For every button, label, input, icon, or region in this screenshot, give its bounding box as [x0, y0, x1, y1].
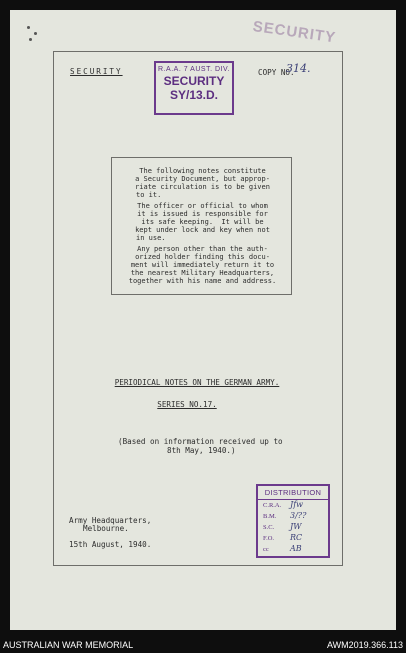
- distribution-stamp: [256, 484, 330, 558]
- copy-no-label: COPY NO.: [258, 68, 295, 77]
- notice-line: to it.: [136, 191, 162, 199]
- distribution-heading: DISTRIBUTION: [258, 486, 328, 500]
- notice-line: it is issued is responsible for: [137, 210, 268, 218]
- punch-hole: [27, 26, 30, 29]
- distribution-role: B.M.: [263, 513, 277, 520]
- issuer-line: Army Headquarters,: [69, 516, 152, 525]
- notice-line: orized holder finding this docu-: [135, 253, 270, 261]
- distribution-initials: 3/??: [290, 511, 307, 520]
- distribution-role: F.O.: [263, 535, 275, 542]
- punch-hole: [29, 38, 32, 41]
- basis-line: (Based on information received up to: [118, 437, 283, 446]
- issuer-line: Melbourne.: [83, 524, 129, 533]
- basis-line: 8th May, 1940.): [167, 446, 236, 455]
- notice-line: Any person other than the auth-: [137, 245, 268, 253]
- series-number: SERIES NO.17.: [157, 400, 217, 409]
- notice-line: kept under lock and key when not: [135, 226, 270, 234]
- distribution-initials: JW: [290, 522, 302, 531]
- distribution-initials: Jfw: [290, 500, 304, 509]
- notice-line: in use.: [136, 234, 166, 242]
- distribution-initials: RC: [290, 533, 303, 542]
- distribution-row: [258, 544, 328, 555]
- notice-line: ment will immediately return it to: [130, 261, 275, 269]
- security-watermark: SECURITY: [251, 18, 338, 47]
- notice-line: riate circulation is to be given: [135, 183, 270, 191]
- notice-line: the nearest Military Headquarters,: [130, 269, 275, 277]
- stamp-security-label: SECURITY: [163, 74, 225, 88]
- punch-hole: [34, 32, 37, 35]
- distribution-role: cc: [263, 546, 269, 553]
- archive-reference: AWM2019.366.113: [326, 640, 403, 650]
- notice-line: together with his name and address.: [128, 277, 277, 285]
- stamp-unit-line: R.A.A. 7 AUST. DIV.: [158, 66, 230, 73]
- copy-no-value: 314.: [286, 62, 311, 75]
- stamp-reference: SY/13.D.: [169, 88, 219, 102]
- security-stamp: [154, 61, 234, 115]
- notice-line: a Security Document, but approp-: [135, 175, 270, 183]
- classification-header: SECURITY: [70, 67, 123, 76]
- document-title: PERIODICAL NOTES ON THE GERMAN ARMY.: [114, 378, 280, 387]
- issue-date: 15th August, 1940.: [69, 540, 152, 549]
- archive-footer: [0, 638, 406, 653]
- notice-line: The officer or official to whom: [137, 202, 268, 210]
- notice-line: The following notes constitute: [139, 167, 266, 175]
- security-notice-box: [111, 157, 292, 295]
- distribution-initials: AB: [290, 544, 302, 553]
- archive-name: AUSTRALIAN WAR MEMORIAL: [3, 640, 134, 650]
- notice-line: its safe keeping. It will be: [141, 218, 264, 226]
- distribution-role: S.C.: [263, 524, 275, 531]
- distribution-role: C.R.A.: [263, 502, 282, 509]
